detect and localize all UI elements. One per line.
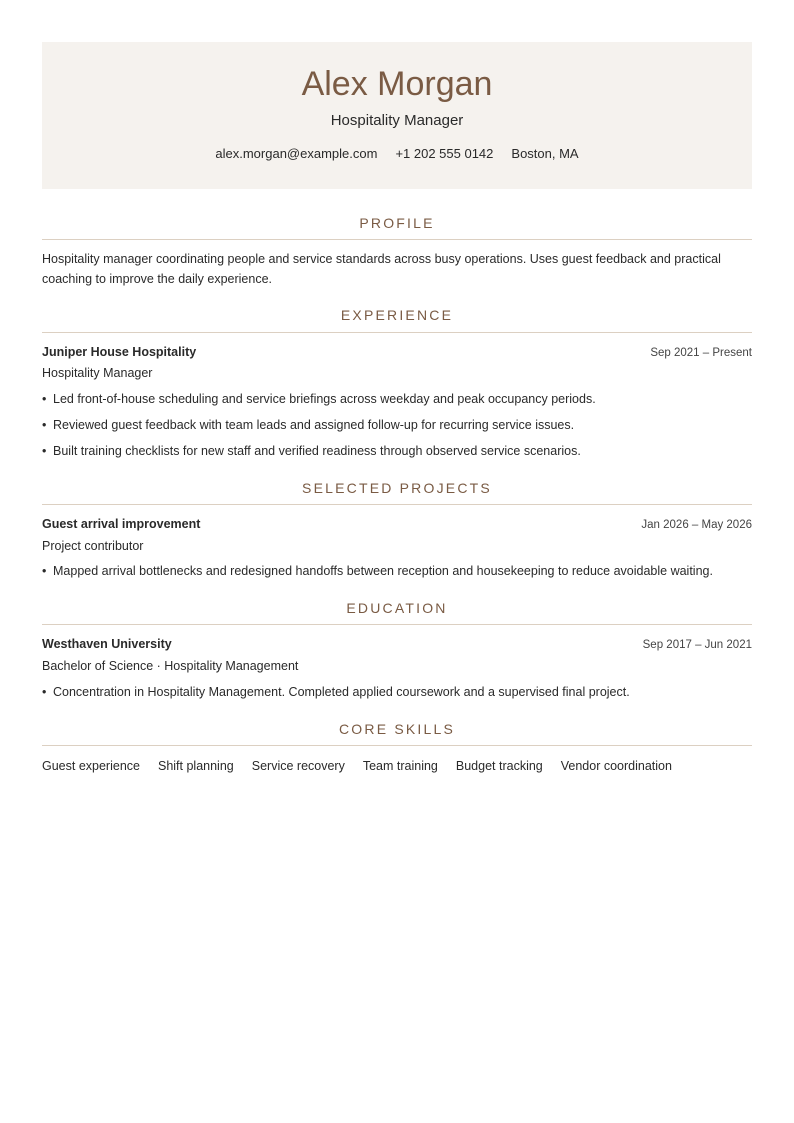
section-divider xyxy=(42,504,752,505)
skill-item: Team training xyxy=(362,759,438,773)
skill-item: Guest experience xyxy=(42,759,140,773)
section-title-skills: CORE SKILLS xyxy=(338,721,455,737)
education-dates: Sep 2017 – Jun 2021 xyxy=(642,639,752,651)
section-title-experience: EXPERIENCE xyxy=(340,307,454,323)
skill-item: Service recovery xyxy=(251,759,345,773)
resume-header xyxy=(42,42,752,189)
contact-email[interactable]: alex.morgan@example.com xyxy=(215,146,378,161)
skills-list xyxy=(42,758,672,774)
section-title-education: EDUCATION xyxy=(346,600,448,616)
education-school: Westhaven University xyxy=(42,637,172,651)
skill-item: Budget tracking xyxy=(455,759,543,773)
bullet-icon: • xyxy=(42,564,47,578)
project-role: Project contributor xyxy=(42,539,144,553)
experience-org: Juniper House Hospitality xyxy=(42,345,197,359)
list-item: • Built training checklists for new staff and verified readiness through observed service scenarios. xyxy=(42,444,581,458)
profile-line-2: coaching to improve the daily experience. xyxy=(42,272,272,286)
section-title-projects: SELECTED PROJECTS xyxy=(302,480,492,496)
education-degree: Bachelor of Science · Hospitality Management xyxy=(42,659,299,673)
bullet-icon: • xyxy=(42,418,47,432)
section-divider xyxy=(42,745,752,746)
list-item: • Concentration in Hospitality Management. Completed applied coursework and a supervised final project. xyxy=(42,685,630,699)
contact-location: Boston, MA xyxy=(511,146,579,161)
list-item: • Led front-of-house scheduling and service briefings across weekday and peak occupancy periods. xyxy=(42,392,596,406)
section-divider xyxy=(42,239,752,240)
project-dates: Jan 2026 – May 2026 xyxy=(641,519,752,531)
list-item: • Reviewed guest feedback with team leads and assigned follow-up for recurring service issues. xyxy=(42,418,575,432)
candidate-name: Alex Morgan xyxy=(301,65,493,103)
skill-item: Shift planning xyxy=(157,759,234,773)
contact-line xyxy=(42,146,752,162)
candidate-role: Hospitality Manager xyxy=(330,112,464,129)
project-name: Guest arrival improvement xyxy=(42,517,201,531)
section-divider xyxy=(42,332,752,333)
bullet-icon: • xyxy=(42,685,47,699)
bullet-icon: • xyxy=(42,392,47,406)
bullet-icon: • xyxy=(42,444,47,458)
list-item: • Mapped arrival bottlenecks and redesigned handoffs between reception and housekeeping to reduce avoidable waiting. xyxy=(42,564,713,578)
section-title-profile: PROFILE xyxy=(359,215,435,231)
section-divider xyxy=(42,624,752,625)
contact-phone[interactable]: +1 202 555 0142 xyxy=(395,146,494,161)
skill-item: Vendor coordination xyxy=(560,759,672,773)
experience-dates: Sep 2021 – Present xyxy=(650,347,752,359)
experience-role: Hospitality Manager xyxy=(42,366,153,380)
profile-line-1: Hospitality manager coordinating people and service standards across busy operations. Uses guest feedback and practical xyxy=(42,252,721,266)
